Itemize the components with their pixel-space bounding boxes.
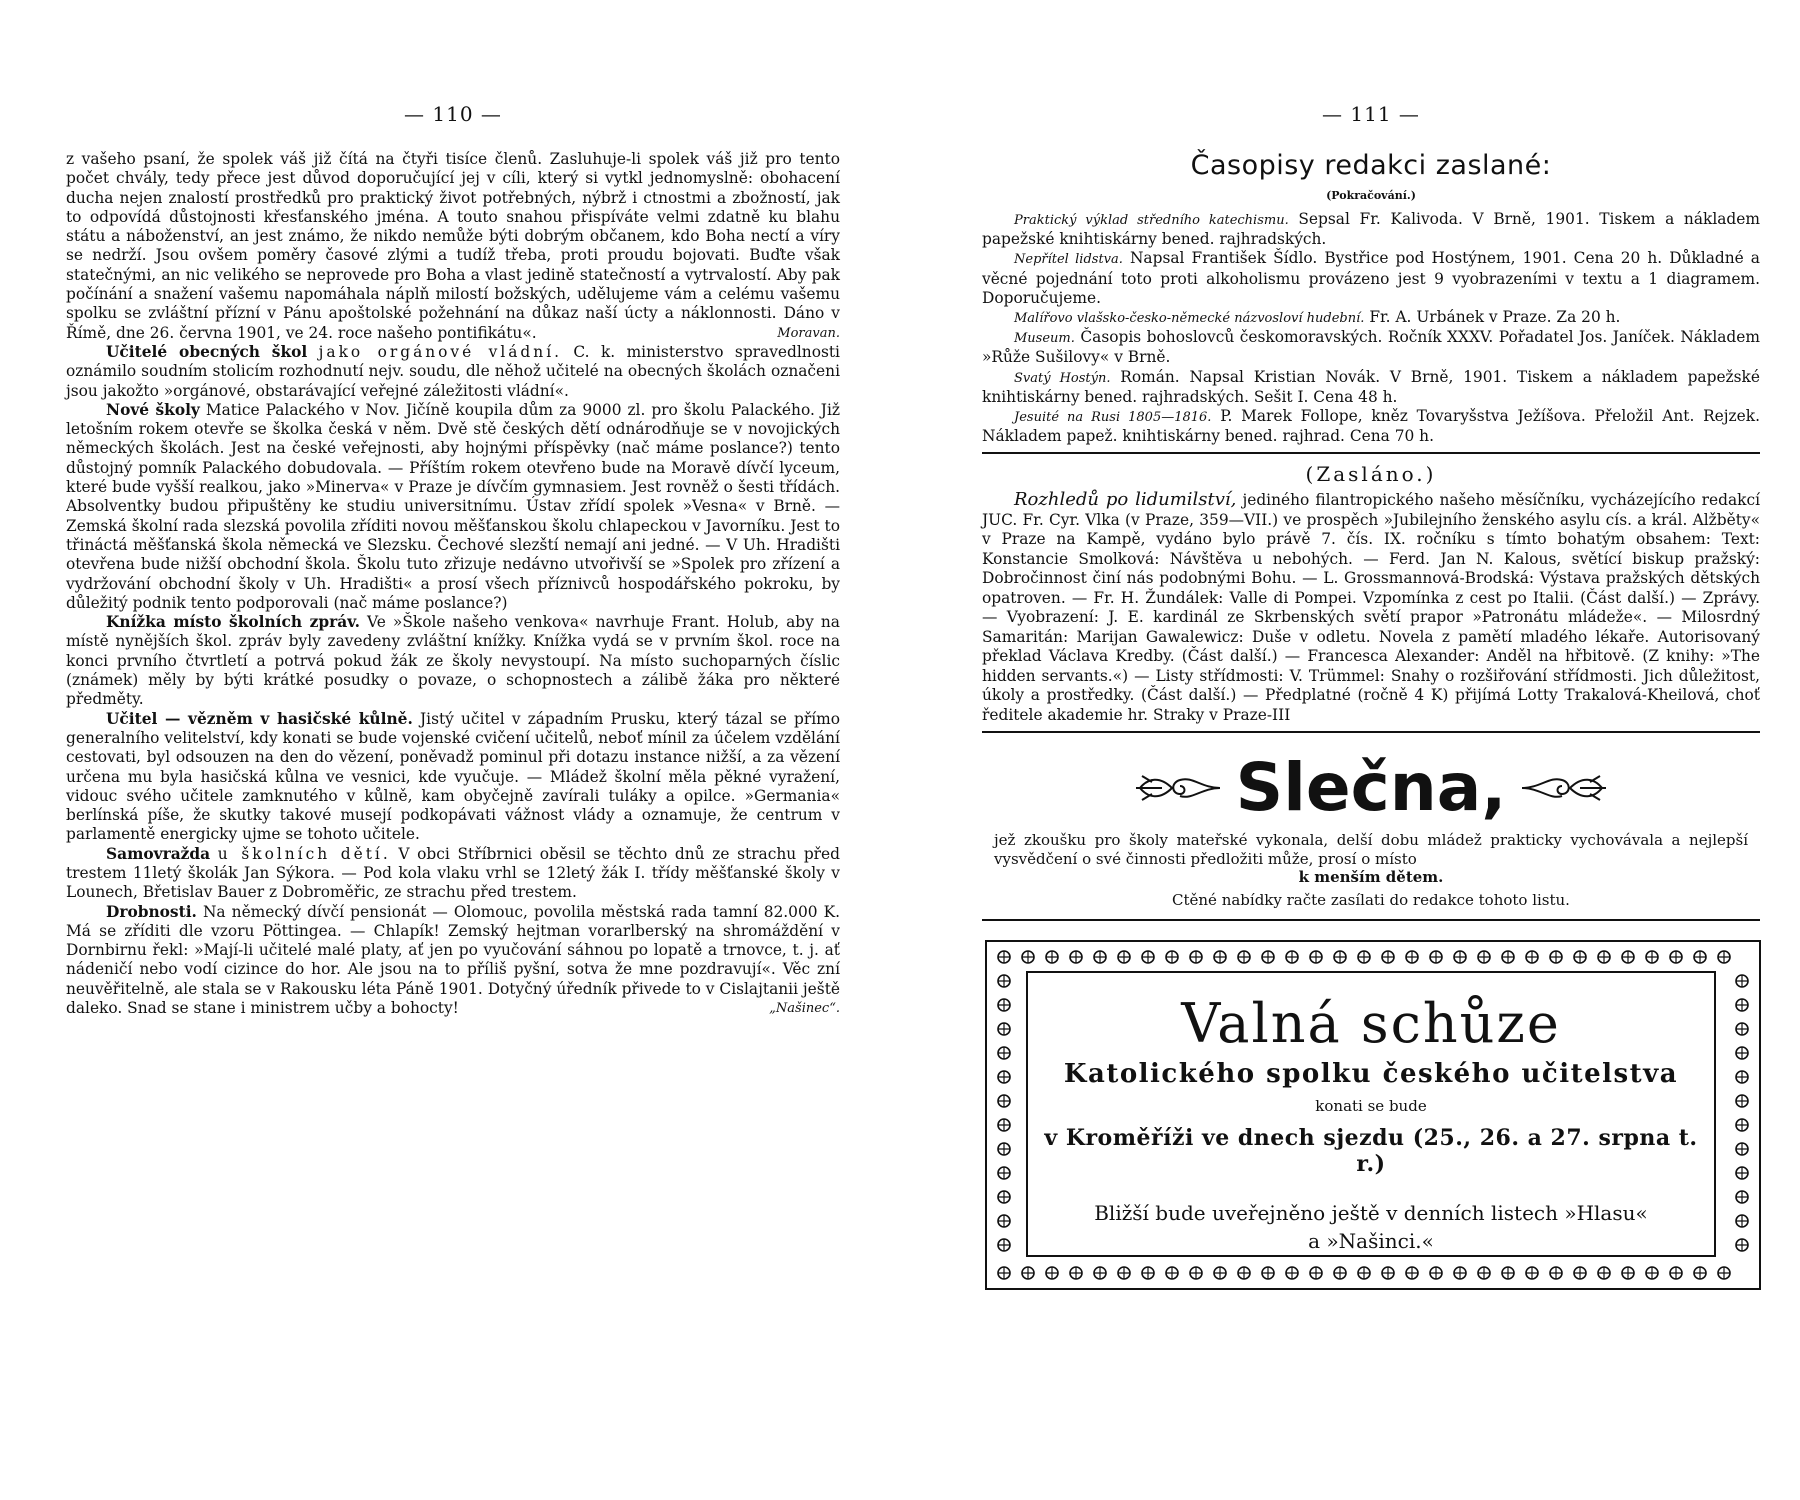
border-knot-icon [1454, 951, 1466, 963]
slecna-note: Ctěné nabídky račte zasílati do redakce tohoto listu. [1172, 890, 1570, 909]
border-knot-icon [998, 1267, 1010, 1279]
border-knot-icon [1166, 1267, 1178, 1279]
article-heading-spaced: u školních dětí. [217, 844, 391, 863]
border-knot-icon [1736, 1023, 1748, 1035]
article-heading: Nové školy [106, 400, 200, 419]
border-knot-icon [998, 1119, 1010, 1131]
listing-entry [982, 308, 1760, 328]
border-knot-icon [1736, 1215, 1748, 1227]
article-heading: Učitelé obecných škol [106, 342, 308, 361]
border-knot-icon [1736, 1071, 1748, 1083]
border-knot-icon [1550, 951, 1562, 963]
listing-text: Fr. A. Urbánek v Praze. Za 20 h. [1369, 308, 1621, 327]
border-knot-icon [1094, 951, 1106, 963]
border-knot-icon [1622, 951, 1634, 963]
article-teacher-prisoner [66, 710, 840, 845]
border-knot-icon [1214, 1267, 1226, 1279]
listing-entry [982, 249, 1760, 308]
border-knot-icon [998, 1095, 1010, 1107]
border-knot-icon [1736, 1191, 1748, 1203]
border-knot-icon [1190, 1267, 1202, 1279]
border-knot-icon [1142, 1267, 1154, 1279]
border-knot-icon [1736, 1239, 1748, 1251]
article-body: Na německý dívčí pensionát — Olomouc, povolila městská rada tamní 82.000 K. Má se zříditi dle vzoru Pöttingea. — Chlapík! Zemský hejtman vorarlberský na shromáždění v Dornbirnu řekl: »Mají-li učitelé malé platy, ať jen po vyučování sáhnou po lopatě a trnovce, t. j. ať nádeničí nebo vodí cizince do hor. Ale jsou na to příliš pyšní, sotva že mne pozdravují«. Věc zní neuvěřitelně, ale stala se v Rakousku léta Páně 1901. Dotyčný úředník přivede to v Cislajtanii ještě daleko. Snad se stane i ministrem učby a bohocty! [66, 902, 840, 1018]
signature-moravan: Moravan. [777, 325, 840, 341]
border-knot-icon [1694, 951, 1706, 963]
border-knot-icon [1526, 951, 1538, 963]
meeting-place-date: v Kroměříži ve dnech sjezdu (25., 26. a 27. srpna t. r.) [1044, 1124, 1698, 1177]
listing-entry [982, 328, 1760, 367]
article-suicide [66, 845, 840, 903]
slecna-advert-text [994, 831, 1748, 887]
border-knot-icon [1670, 951, 1682, 963]
flourish-left-icon [1132, 768, 1222, 808]
divider-rule [982, 452, 1760, 454]
border-knot-icon [1286, 951, 1298, 963]
border-knot-icon [1382, 1267, 1394, 1279]
border-knot-icon [1526, 1267, 1538, 1279]
page-number-right: — 111 — [1322, 102, 1420, 126]
meeting-will-be-held: konati se bude [1315, 1096, 1427, 1115]
border-knot-icon [998, 1023, 1010, 1035]
slecna-text: jež zkoušku pro školy mateřské vykonala, delší dobu mládež prakticky vychovávala a nejlepší vysvědčení o své činnosti předložiti může, prosí o místo [994, 831, 1748, 868]
border-knot-icon [1358, 951, 1370, 963]
meeting-announcement-box [982, 937, 1764, 1293]
listing-title: Jesuité na Rusi 1805—1816. [1014, 410, 1212, 426]
border-knot-icon [1478, 951, 1490, 963]
listing-text: P. Marek Follope, kněz Tovaryšstva Ježíšova. Přeložil Ant. Rejzek. Nákladem papež. knihtiskárny bened. rajhrad. Cena 70 h. [982, 407, 1760, 446]
border-knot-icon [1406, 951, 1418, 963]
border-knot-icon [1334, 951, 1346, 963]
listing-title: Malířovo vlašsko-česko-německé názvosloví hudební. [1014, 311, 1365, 327]
border-knot-icon [1262, 951, 1274, 963]
border-knot-icon [1454, 1267, 1466, 1279]
border-knot-icon [998, 1071, 1010, 1083]
border-knot-icon [1142, 951, 1154, 963]
zaslano-title: Rozhledů po lidumilství, [1014, 489, 1237, 511]
border-knot-icon [1646, 1267, 1658, 1279]
border-knot-icon [1736, 999, 1748, 1011]
zaslano-notice [982, 490, 1760, 725]
border-knot-icon [1022, 1267, 1034, 1279]
article-body: V obci Stříbrnici oběsil se těchto dnů ze strachu před trestem 11letý školák Jan Sýkora. — Pod kola vlaku vrhl se 12letý žák I. třídy měšťanské školy v Lounech, Břetislav Bauer z Dobroměřic, ze strachu před trestem. [66, 844, 840, 902]
article-heading: Knížka místo školních zpráv. [106, 613, 360, 632]
border-knot-icon [1334, 1267, 1346, 1279]
border-knot-icon [1070, 951, 1082, 963]
border-knot-icon [998, 975, 1010, 987]
border-knot-icon [1286, 1267, 1298, 1279]
border-knot-icon [1310, 1267, 1322, 1279]
border-knot-icon [1736, 1167, 1748, 1179]
border-knot-icon [1430, 1267, 1442, 1279]
section-subtitle: (Pokračování.) [1326, 189, 1416, 202]
border-knot-icon [1022, 951, 1034, 963]
border-knot-icon [1718, 1267, 1730, 1279]
border-knot-icon [998, 1143, 1010, 1155]
article-heading: Drobnosti. [106, 902, 197, 921]
letter-text: z vašeho psaní, že spolek váš již čítá na čtyři tisíce členů. Zasluhuje-li spolek váš již pro tento počet chvály, tedy přece jest důvod doporučující jej v cíli, který si vytkl jednomyslně: obohacení ducha nejen znalostí prostředků pro praktický život potřebných, nýbrž i ctnostmi a zbožností, jak to odpovídá důstojnosti křesťanského jména. A touto snahou přispíváte velmi zdatně ku blahu státu a náboženství, an jest známo, že nikdo nemůže býti dobrým občanem, kdo Boha nectí a víry se nedrží. Jsou ovšem poměry časové zlými a tudíž třeba, proti proudu bojovati. Buďte však statečnými, an nic velikého se neprovede pro Boha a vlast jedině statečností a vytrvalostí. Aby pak počínání a snažení vašemu napomáhala náplň milostí božských, udělujeme vám a celému vašemu spolku se zvláštní přízní v Pánu apoštolské požehnání na důkaz naší úcty a náklonnosti. Dáno v Římě, dne 26. června 1901, ve 24. roce našeho pontifikátu«. [66, 150, 840, 342]
meeting-footer-line2: a »Našinci.« [1308, 1228, 1434, 1253]
border-knot-icon [1622, 1267, 1634, 1279]
listing-text: Sepsal Fr. Kalivoda. V Brně, 1901. Tiskem a nákladem papežské knihtiskárny bened. rajhradských. [982, 210, 1760, 249]
article-heading: Samovražda [106, 844, 211, 863]
zaslano-heading: (Zasláno.) [1305, 462, 1437, 487]
border-knot-icon [1430, 951, 1442, 963]
article-body: Jistý učitel v západním Prusku, který tázal se přímo generalního velitelství, kdy konati se bude vojenské cvičení učitelů, neboť mínil za účelem vzdělání cestovati, byl odsouzen na den do vězení, poněvadž pominul při dotazu instance nižší, a za vězení určena mu byla hasičská kůlna ve vesnici, kde vyučuje. — Mládež školní měla pěkné vyražení, vidouc svého učitele zamknutého v kůlně, kam obyčejně zavírali tuláky a opilce. »Germania« berlínská píše, že skutky takové musejí podkopávati vážnost vlády a oznamuje, že centrum v parlamentě energicky ujme se tohoto učitele. [66, 709, 840, 844]
border-knot-icon [1598, 1267, 1610, 1279]
slecna-advert-heading [982, 749, 1760, 827]
article-body: C. k. ministerstvo spravedlnosti oznámilo soudním stolicím rozhodnutí nejv. soudu, dle něhož učitelé na obecných školách označeni jsou jakožto »orgánové, obstarávající veřejné záležitosti vládní«. [66, 342, 840, 400]
border-knot-icon [1094, 1267, 1106, 1279]
border-knot-icon [1598, 951, 1610, 963]
listing-entry [982, 407, 1760, 446]
border-knot-icon [1166, 951, 1178, 963]
right-page [900, 0, 1800, 1500]
border-knot-icon [1382, 951, 1394, 963]
article-heading-spaced: jako orgánové vládní. [318, 342, 563, 361]
border-knot-icon [998, 1167, 1010, 1179]
article-body: Ve »Škole našeho venkova« navrhuje Frant. Holub, aby na místě nynějších škol. zpráv byly zavedeny zvláštní knížky. Knížka vydá se v prvním škol. roce na konci prvního čtvrtletí a potrvá pokud žák ze školy nevystoupí. Na místo suchoparných číslic (známek) měly by býti krátké posudky o povaze, o schopnostech a zálibě žáka pro některé předměty. [66, 613, 840, 709]
border-knot-icon [998, 1191, 1010, 1203]
border-knot-icon [1046, 951, 1058, 963]
border-knot-icon [1574, 1267, 1586, 1279]
slecna-title: Slečna, [1235, 749, 1507, 827]
border-knot-icon [1118, 1267, 1130, 1279]
meeting-organization: Katolického spolku českého učitelstva [1063, 1058, 1679, 1089]
article-letter-end [66, 150, 840, 343]
border-knot-icon [1550, 1267, 1562, 1279]
border-knot-icon [1736, 975, 1748, 987]
border-knot-icon [1670, 1267, 1682, 1279]
border-knot-icon [1406, 1267, 1418, 1279]
border-knot-icon [1046, 1267, 1058, 1279]
border-knot-icon [998, 1239, 1010, 1251]
border-knot-icon [1502, 1267, 1514, 1279]
border-knot-icon [1310, 951, 1322, 963]
slecna-text-end: k menším dětem. [1298, 868, 1444, 887]
article-body: Matice Palackého v Nov. Jičíně koupila dům za 9000 zl. pro školu Palackého. Již letošním rokem otevře se školka česká v něm. Dvě stě českých dětí odnárodňuje se v novojických německých školách. Jest na české veřejnosti, aby hojnými příspěvky (nač máme poslance?) tento důstojný pomník Palackého dobudovala. — Příštím rokem otevřeno bude na Moravě dívčí lyceum, které bude vyšší realkou, jako »Minerva« v Praze je dívčím gymnasiem. Jest rovněž o šesti třídách. Absolventky budou připuštěny ke studiu universitnímu. Ústav zřídí spolek »Vesna« v Brně. — Zemská školní rada slezská povolila zříditi novou měšťanskou školu chlapeckou v Javorníku. Jest to třináctá měšťanská škola německá ve Slezsku. Čechové slezští nemají ani jedné. — V Uh. Hradišti otevřena bude nižší obchodní škola. Školu tuto zřizuje nedávno utvořivší se »Spolek pro zřízení a vydržování obchodní školy v Uh. Hradišti« a prosí všech příznivců hospodářského pokroku, by důležitý podnik tento podporovali (nač máme poslance?) [66, 400, 840, 612]
zaslano-text: jediného filantropického našeho měsíčníku, vycházejícího redakcí JUC. Fr. Cyr. Vlka (v Praze, 359—VII.) ve prospěch »Jubilejního ženského asylu cís. a král. Alžběty« v Praze na Kampě, vydáno bylo právě 7. čís. IX. ročníku s tímto bohatým obsahem: Text: Konstancie Smolková: Návštěva u nebohých. — Ferd. Jan N. Kalous, světící biskup pražský: Dobročinnost činí nás podobnými Bohu. — L. Grossmannová-Brodská: Výstava pražských dětských opatroven. — Fr. H. Žundálek: Valle di Pompei. Vzpomínka z cest po Italii. (Část další.) — Zprávy. — Vyobrazení: J. E. kardinál ze Skrbenských světí prapor »Patronátu mládeže«. — Milosrdný Samaritán: Marijan Gawalewicz: Duše v odletu. Novela z pamětí mladého lékaře. Autorisovaný překlad Václava Kredby. (Část další.) — Francesca Alexander: Anděl na hřbitově. (Z knihy: »The hidden servants.«) — Listy střídmosti: V. Trümmel: Snahy o rozšiřování střídmosti. Jich důležitost, úkoly a prostředky. (Část další.) — Předplatné (ročně 4 K) přijímá Lotty Trakalová-Kheilová, choť ředitele akademie hr. Straky v Praze-III [982, 491, 1760, 724]
meeting-footer-line1: Bližší bude uveřejněno ještě v denních listech »Hlasu« [1094, 1200, 1648, 1225]
listing-entry [982, 210, 1760, 249]
page-number-left: — 110 — [404, 102, 502, 126]
listing-text: Napsal František Šídlo. Bystřice pod Hostýnem, 1901. Cena 20 h. Důkladné a věcné pojednání toto proti alkoholismu provázeno jest 9 vyobrazeními v textu a 1 diagramem. Doporučujeme. [982, 249, 1760, 307]
listing-title: Svatý Hostýn. [1014, 370, 1111, 386]
border-knot-icon [1118, 951, 1130, 963]
border-knot-icon [1718, 951, 1730, 963]
listing-entry [982, 368, 1760, 407]
border-knot-icon [1574, 951, 1586, 963]
article-teachers-organs [66, 343, 840, 401]
listing-title: Museum. [1014, 331, 1075, 347]
article-miscellany [66, 903, 840, 1019]
flourish-right-icon [1520, 768, 1610, 808]
meeting-announcement-inner [1026, 971, 1716, 1257]
listing-text: Román. Napsal Kristian Novák. V Brně, 1901. Tiskem a nákladem papežské knihtiskárny bened. rajhradských. Sešit I. Cena 48 h. [982, 367, 1760, 406]
signature-nasinec: „Našinec“. [769, 1001, 840, 1017]
border-knot-icon [1070, 1267, 1082, 1279]
border-knot-icon [1214, 951, 1226, 963]
divider-rule [982, 731, 1760, 733]
border-knot-icon [1358, 1267, 1370, 1279]
section-title: Časopisy redakci zaslané: [1190, 150, 1552, 181]
border-knot-icon [998, 1215, 1010, 1227]
border-knot-icon [1694, 1267, 1706, 1279]
border-knot-icon [1262, 1267, 1274, 1279]
article-new-schools [66, 401, 840, 613]
border-knot-icon [1238, 1267, 1250, 1279]
border-knot-icon [1736, 1119, 1748, 1131]
article-heading: Učitel — vězněm v hasičské kůlně. [106, 709, 413, 728]
border-knot-icon [998, 1047, 1010, 1059]
border-knot-icon [998, 999, 1010, 1011]
border-knot-icon [1478, 1267, 1490, 1279]
border-knot-icon [1736, 1143, 1748, 1155]
border-knot-icon [1238, 951, 1250, 963]
divider-rule [982, 919, 1760, 921]
listing-text: Časopis bohoslovců českomoravských. Ročník XXXV. Pořadatel Jos. Janíček. Nákladem »Růže Sušilovy« v Brně. [982, 328, 1760, 367]
meeting-footer [1028, 1199, 1714, 1255]
article-booklet [66, 613, 840, 709]
border-knot-icon [998, 951, 1010, 963]
border-knot-icon [1736, 1095, 1748, 1107]
border-knot-icon [1646, 951, 1658, 963]
border-knot-icon [1736, 1047, 1748, 1059]
border-knot-icon [1190, 951, 1202, 963]
border-knot-icon [1502, 951, 1514, 963]
listing-title: Praktický výklad středního katechismu. [1014, 213, 1289, 228]
meeting-title: Valná schůze [1181, 991, 1561, 1055]
listing-title: Nepřítel lidstva. [1014, 252, 1123, 268]
